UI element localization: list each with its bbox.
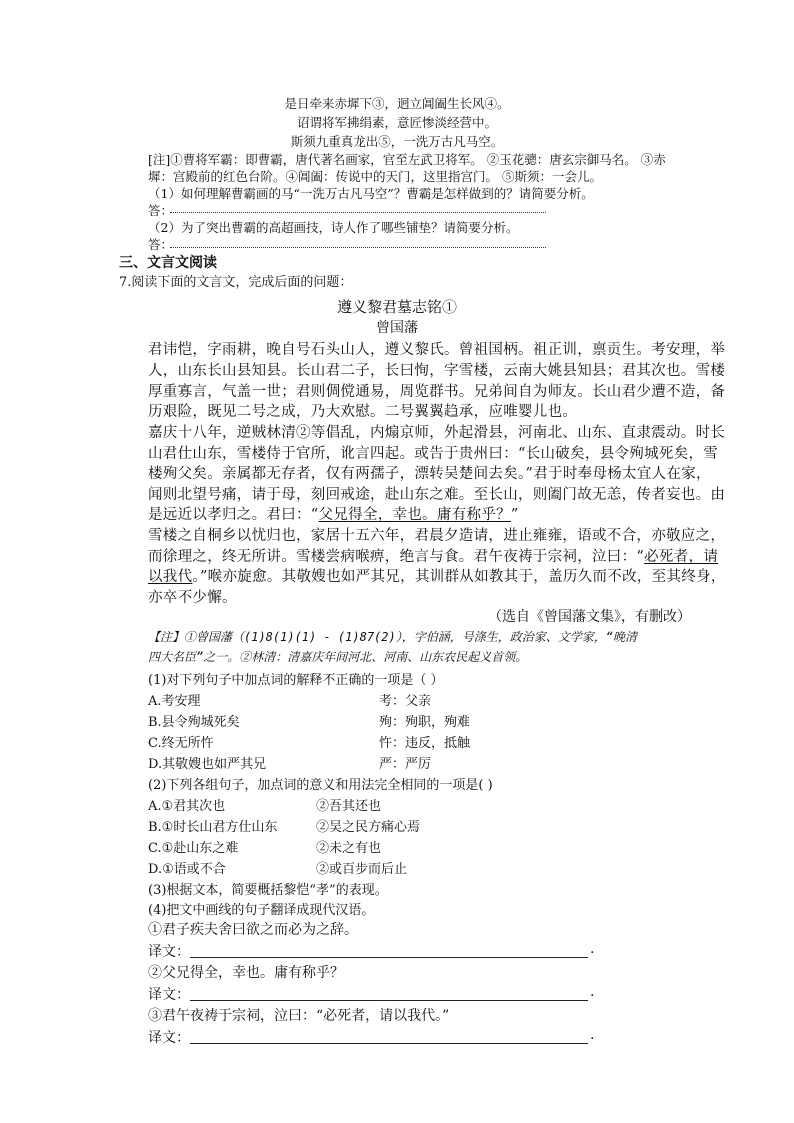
text-line: 历艰险，既见二号之成，乃大欢慰。二号翼翼趋承，应唯婴儿也。 (148, 404, 578, 420)
text-span: ” (510, 507, 519, 523)
question-3: (3)根据文本，简要概括黎恺“孝”的表现。 (148, 883, 388, 898)
translation-answer-line[interactable] (190, 1043, 588, 1044)
text-line: 雪楼之自桐乡以忧归也，家居十五六年，君晨夕造请，进止雍雍，语或不合，亦敬应之， (148, 528, 726, 544)
mcq-option-gloss: 考：父亲 (379, 694, 432, 709)
question-1: （1）如何理解曹霸画的马“一洗万古凡马空”？曹霸是怎样做到的？请简要分析。 (148, 186, 594, 201)
translation-item: ②父兄得全，幸也。庸有称乎？ (148, 965, 344, 981)
translation-answer-line[interactable] (190, 1000, 588, 1001)
poem-line: 斯须九重真龙出⑤，一洗万古凡马空。 (290, 134, 504, 149)
mcq-option: C.终无所忤 (148, 736, 214, 751)
text-line: 君讳恺，字雨耕，晚自号石头山人，遵义黎氏。曾祖国柄。祖正训，禀贡生。考安理，举 (148, 342, 726, 358)
text-line: 山君仕山东，雪楼侍于官所，讹言四起。或告于贵州曰：“长山破矣，县令殉城死矣，雪 (148, 446, 719, 462)
mcq-option-pair: ②吾其还也 (316, 799, 382, 814)
translation-label: 译文： (148, 987, 190, 1003)
poem-line: 是日牵来赤墀下③，迥立阊阖生长风④。 (284, 96, 510, 111)
mcq-2-stem: (2)下列各组句子，加点词的意义和用法完全相同的一项是( ) (148, 778, 493, 793)
text-span: 是远近以孝归之。君曰：“ (148, 507, 319, 523)
underlined-sentence: 父兄得全，幸也。庸有称乎？ (318, 507, 511, 523)
mcq-option: D.①语或不合 (148, 862, 226, 877)
mcq-1-stem: (1)对下列句子中加点词的解释不正确的一项是（ ） (148, 673, 444, 688)
line-end-mark: . (590, 941, 595, 957)
line-end-mark: . (590, 1027, 595, 1043)
text-line (148, 503, 519, 524)
mcq-option: C.①赴山东之难 (148, 841, 239, 856)
mcq-option-pair: ②吴之民方痛心焉 (316, 820, 421, 835)
translation-answer-line[interactable] (190, 957, 588, 958)
answer-line[interactable] (170, 212, 546, 213)
text-line: 厚重寡言，气盖一世；君则倜傥通易，周览群书。兄弟间自为师友。长山君少遭不造，备 (148, 384, 726, 400)
answer-line[interactable] (170, 247, 546, 248)
translation-label: 译文： (148, 944, 190, 960)
question-4: (4)把文中画线的句子翻译成现代汉语。 (148, 903, 375, 918)
mcq-option: A.①君其次也 (148, 799, 226, 814)
source-citation: （选自《曾国藩文集》，有删改） (488, 609, 691, 625)
article-title: 遵义黎君墓志铭① (336, 298, 457, 316)
article-author: 曾国藩 (376, 320, 418, 336)
translation-item: ①君子疾夫舍曰欲之而必为之辞。 (148, 922, 358, 938)
text-line: 亦卒不少懈。 (148, 590, 237, 606)
mcq-option-gloss: 严：严厉 (379, 757, 432, 772)
text-span: 。”喉亦旋愈。其敬嫂也如严其兄，其训群从如教其于，盖历久而不改，至其终身， (192, 569, 726, 585)
mcq-option-pair: ②或百步而后止 (316, 862, 408, 877)
underlined-sentence: 以我代 (148, 569, 193, 585)
question-2: （2）为了突出曹霸的高超画技，诗人作了哪些铺垫？请简要分析。 (148, 220, 519, 235)
translation-label: 译文： (148, 1030, 190, 1046)
mcq-option: B.县令殉城死矣 (148, 715, 240, 730)
footnote: 【注】①曾国藩（(1)8(1)(1) - (1)87(2)），字伯涵，号涤生，政治家、文学家，“晚清 (148, 630, 637, 644)
footnote: 四大名臣”之一。②林清：清嘉庆年间河北、河南、山东农民起义首领。 (148, 650, 528, 664)
text-line: 嘉庆十八年，逆贼林清②等倡乱，内煽京师，外起滑县，河南北、山东、直隶震动。时长 (148, 425, 726, 441)
mcq-option: A.考安理 (148, 694, 201, 709)
mcq-option-gloss: 殉：殉职，殉难 (379, 715, 471, 730)
mcq-option: D.其敬嫂也如严其兄 (148, 757, 267, 772)
text-line: 人，山东长山县知县。长山君二子，长曰恂，字雪楼，云南大姚县知县；君其次也。雪楼 (148, 363, 726, 379)
poem-note: 墀：宫殿前的红色台阶。④阊阖：传说中的天门，这里指宫门。 ⑤斯须：一会儿。 (148, 169, 602, 184)
underlined-sentence: 必死者，请 (644, 549, 719, 565)
poem-note: [注]①曹将军霸：即曹霸，唐代著名画家，官至左武卫将军。 ②玉花骢：唐玄宗御马名。 ③赤 (148, 152, 666, 167)
line-end-mark: . (590, 984, 595, 1000)
mcq-option-pair: ②未之有也 (316, 841, 382, 856)
section-title: 三、文言文阅读 (119, 255, 217, 271)
text-line (148, 565, 726, 586)
mcq-option-gloss: 忤：违反，抵触 (379, 736, 471, 751)
text-line: 楼殉父矣。亲属都无存者，仅有两孺子，漂转吴楚间去矣。”君于时奉母杨太宜人在家， (148, 466, 711, 482)
text-line: 闻则北望号痛，请于母，刻回戒途，赴山东之难。至长山，则阖门故无恙，传者妄也。由 (148, 487, 726, 503)
question-7: 7.阅读下面的文言文，完成后面的问题： (119, 275, 353, 290)
answer-label: 答： (148, 203, 174, 218)
mcq-option: B.①时长山君方仕山东 (148, 820, 278, 835)
text-line (148, 545, 718, 566)
answer-label: 答： (148, 237, 174, 252)
poem-line: 诏谓将军拂绢素，意匠惨淡经营中。 (296, 115, 497, 130)
text-span: 而徐理之，终无所讲。雪楼尝病喉痹，绝言与食。君午夜祷于宗祠，泣曰：“ (148, 549, 645, 565)
translation-item: ③君午夜祷于宗祠，泣曰：“必死者，请以我代。” (148, 1008, 450, 1024)
